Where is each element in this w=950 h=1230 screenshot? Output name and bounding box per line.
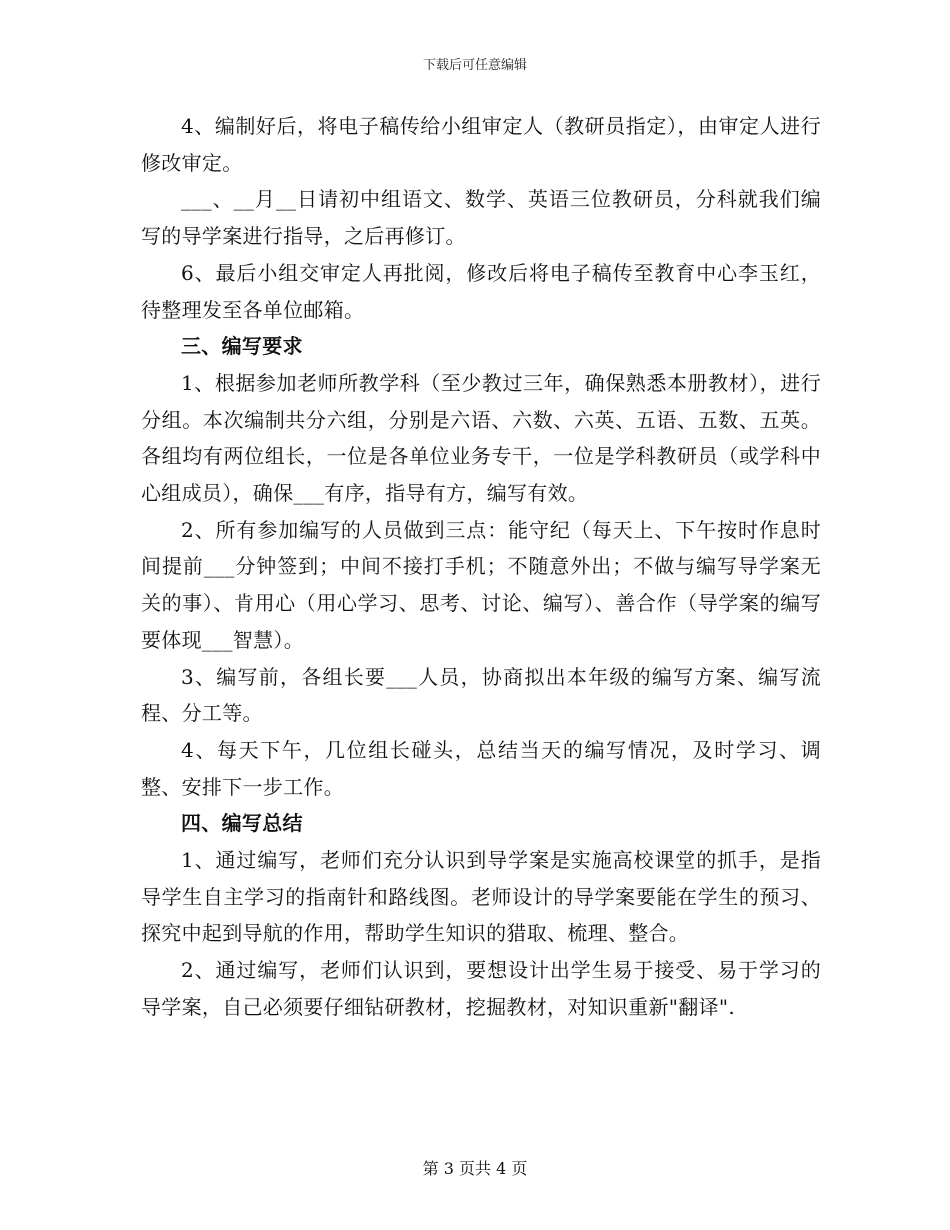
page-header: 下载后可任意编辑 (422, 58, 527, 73)
paragraph: 4、编制好后，将电子稿传给小组审定人（教研员指定），由审定人进行修改审定。 (141, 114, 821, 175)
paragraph: 1、根据参加老师所教学科（至少教过三年，确保熟悉本册教材），进行分组。本次编制共分六组，分别是六语、六数、六英、五语、五数、五英。各组均有两位组长，一位是各单位业务专干，一位是学科教研员（或学科中心组成员），确保___有序，指导有方，编写有效。 (141, 370, 821, 506)
section-heading: 三、编写要求 (181, 334, 303, 359)
paragraph: 6、最后小组交审定人再批阅，修改后将电子稿传至教育中心李玉红，待整理发至各单位邮箱。 (141, 260, 821, 322)
document-body (141, 108, 821, 1026)
page-footer: 第 3 页共 4 页 (422, 1159, 528, 1178)
section-heading: 四、编写总结 (181, 811, 303, 836)
paragraph: 4、每天下午，几位组长碰头，总结当天的编写情况，及时学习、调整、安排下一步工作。 (141, 737, 821, 799)
paragraph: 3、编写前，各组长要___人员，协商拟出本年级的编写方案、编写流程、分工等。 (141, 664, 821, 726)
paragraph: ___、__月__日请初中组语文、数学、英语三位教研员，分科就我们编写的导学案进行指导，之后再修订。 (141, 187, 821, 249)
paragraph: 2、所有参加编写的人员做到三点：能守纪（每天上、下午按时作息时间提前___分钟签到；中间不接打手机；不随意外出；不做与编写导学案无关的事）、肯用心（用心学习、思考、讨论、编写）、善合作（导学案的编写要体现___智慧）。 (141, 517, 821, 652)
paragraph: 2、通过编写，老师们认识到，要想设计出学生易于接受、易于学习的导学案，自己必须要仔细钻研教材，挖掘教材，对知识重新"翻译". (141, 958, 821, 1019)
paragraph: 1、通过编写，老师们充分认识到导学案是实施高校课堂的抓手，是指导学生自主学习的指南针和路线图。老师设计的导学案要能在学生的预习、探究中起到导航的作用，帮助学生知识的猎取、梳理、整合。 (141, 848, 821, 946)
